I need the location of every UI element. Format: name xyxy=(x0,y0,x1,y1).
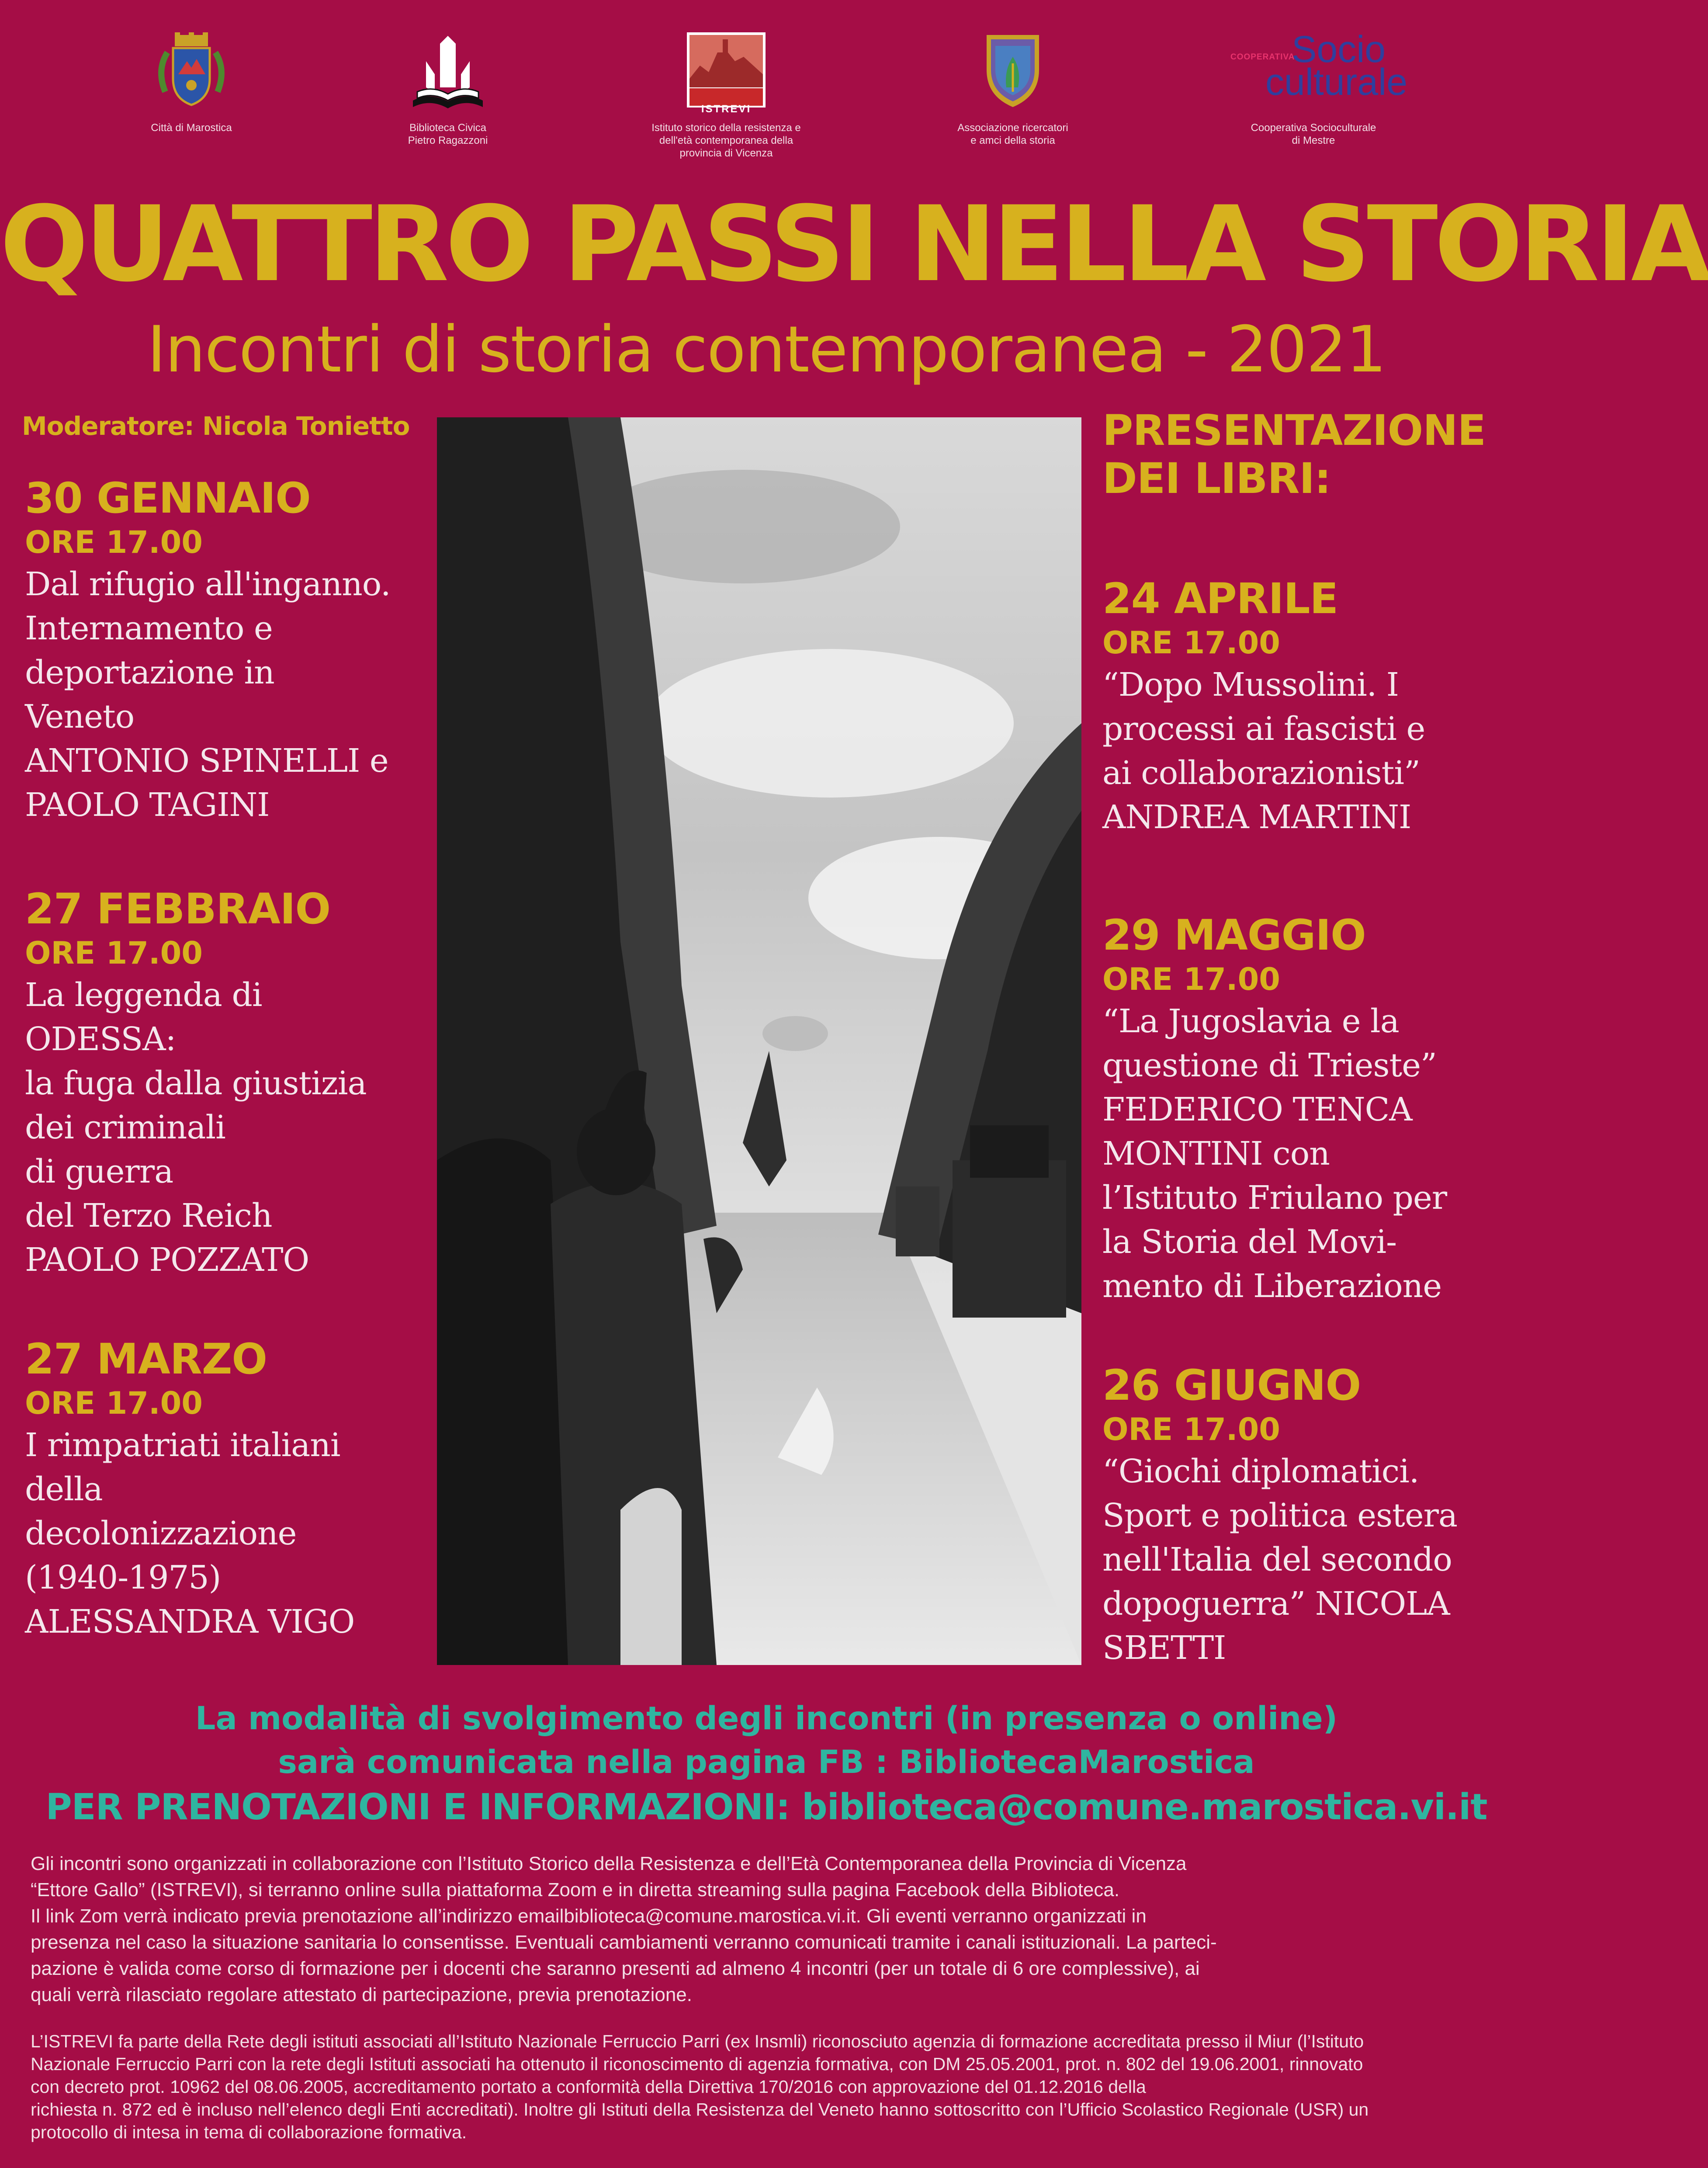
event-time: ORE 17.00 xyxy=(1102,625,1281,661)
event-date: 27 MARZO xyxy=(25,1335,267,1384)
page-subtitle: Incontri di storia contemporanea - 2021 xyxy=(147,312,1386,387)
istrevi-logo-icon xyxy=(683,26,770,114)
event-date: 29 MAGGIO xyxy=(1102,911,1366,960)
event-description: La leggenda di ODESSA: la fuga dalla giustizia dei criminali di guerra del Terzo Reich PAOLO POZZATO xyxy=(25,976,367,1279)
logo-word-culturale: culturale xyxy=(1265,61,1408,103)
historical-photo xyxy=(437,417,1081,1665)
event-time: ORE 17.00 xyxy=(1102,1412,1281,1447)
event-date: 30 GENNAIO xyxy=(25,474,311,523)
moderator: Moderatore: Nicola Tonietto xyxy=(22,411,410,441)
logo-citta-marostica xyxy=(78,26,305,134)
logo-caption: Associazione ricercatori e amci della storia xyxy=(957,122,1068,146)
logo-caption: Cooperativa Socioculturale di Mestre xyxy=(1251,122,1376,146)
fine-print-accreditation: L’ISTREVI fa parte della Rete degli istituti associati all’Istituto Nazionale Ferruccio Parri (ex Insmli) riconosciuto agenzia di formazione accreditata presso il Miur (l’Istituto Nazionale Ferruccio Parri con la rete degli Istituti associati ha ottenuto il riconoscimento di agenzia formativa, con DM 25.05.2001, prot. n. 802 del 19.06.2001, rinnovato con decreto prot. 10962 del 08.06.2005, accreditamento portato a conformità della Direttiva 170/2016 con approvazione del 01.12.2016 della richiesta n. 872 ed è incluso nell’elenco degli Enti accreditati). Inoltre gli Istituti della Resistenza del Veneto hanno sottoscritto con l’Ufficio Scolastico Regionale (USR) un protocollo di intesa in tema di collaborazione formativa. xyxy=(31,2031,1369,2142)
event-description: “La Jugoslavia e la questione di Trieste” FEDERICO TENCA MONTINI con l’Istituto Friulano per la Storia del Movi- mento di Liberazione xyxy=(1102,1002,1447,1305)
event-description: I rimpatriati italiani della decolonizzazione (1940-1975) ALESSANDRA VIGO xyxy=(25,1426,355,1641)
logo-associazione xyxy=(899,26,1126,147)
event-date: 26 GIUGNO xyxy=(1102,1361,1361,1410)
logo-caption: Biblioteca Civica Pietro Ragazzoni xyxy=(408,122,488,146)
info-facebook-line: sarà comunicata nella pagina FB : BibliotecaMarostica xyxy=(278,1744,1255,1781)
event-24-aprile xyxy=(1102,575,1517,839)
event-date: 24 APRILE xyxy=(1102,574,1338,623)
logo-biblioteca xyxy=(334,26,561,147)
event-time: ORE 17.00 xyxy=(25,1385,203,1421)
logo-istrevi xyxy=(613,26,840,160)
event-description: “Dopo Mussolini. I processi ai fascisti e ai collaborazionisti” ANDREA MARTINI xyxy=(1102,666,1425,836)
event-description: “Giochi diplomatici. Sport e politica estera nell'Italia del secondo dopoguerra” NICOLA SBETTI xyxy=(1102,1453,1458,1667)
right-events-column xyxy=(1102,406,1517,1667)
fine-print-organization: Gli incontri sono organizzati in collaborazione con l’Istituto Storico della Resistenza e dell’Età Contemporanea della Provincia di Vicenza “Ettore Gallo” (ISTREVI), si terranno online sulla piattaforma Zoom e in diretta streaming sulla pagina Facebook della Biblioteca. Il link Zom verrà indicato previa prenotazione all’indirizzo emailbiblioteca@comune.marostica.vi.it. Gli eventi verranno organizzati in presenza nel caso la situazione sanitaria lo consentisse. Eventuali cambiamenti verranno comunicati tramite i canali istituzionali. La parteci- pazione è valida come corso di formazione per i docenti che saranno presenti ad almeno 4 incontri (per un totale di 6 ore complessive), ai quali verrà rilasciato regolare attestato di partecipazione, previa prenotazione. xyxy=(31,1853,1217,2005)
event-27-febbraio xyxy=(25,885,436,1282)
event-time: ORE 17.00 xyxy=(1102,961,1281,997)
istrevi-logo-text: ISTREVI xyxy=(701,103,752,115)
event-26-giugno xyxy=(1102,1361,1517,1670)
logo-caption: Città di Marostica xyxy=(151,122,232,134)
event-27-marzo xyxy=(25,1335,436,1644)
coat-of-arms-icon xyxy=(148,26,235,114)
logo-word-socio: Socio xyxy=(1292,28,1386,70)
booking-info-line: PER PRENOTAZIONI E INFORMAZIONI: biblioteca@comune.marostica.vi.it xyxy=(45,1786,1487,1828)
books-heading: PRESENTAZIONE DEI LIBRI: xyxy=(1102,406,1486,503)
event-time: ORE 17.00 xyxy=(25,935,203,971)
logo-cooperativa xyxy=(1200,26,1427,147)
event-29-maggio xyxy=(1102,911,1517,1308)
event-description: Dal rifugio all'inganno. Internamento e deportazione in Veneto ANTONIO SPINELLI e PAOLO TAGINI xyxy=(25,565,391,824)
page-title: QUATTRO PASSI NELLA STORIA xyxy=(0,184,1708,305)
logo-caption: Istituto storico della resistenza e dell'età contemporanea della provincia di Vicenza xyxy=(651,122,801,159)
book-tower-icon xyxy=(404,26,492,114)
socioculturale-logo-icon xyxy=(1230,28,1408,114)
info-mode-line: La modalità di svolgimento degli incontri (in presenza o online) xyxy=(195,1700,1338,1737)
event-30-gennaio xyxy=(25,474,436,827)
logo-small-text: COOPERATIVA xyxy=(1230,52,1295,62)
association-shield-icon xyxy=(969,26,1057,114)
event-date: 27 FEBBRAIO xyxy=(25,885,331,933)
event-time: ORE 17.00 xyxy=(25,524,203,560)
